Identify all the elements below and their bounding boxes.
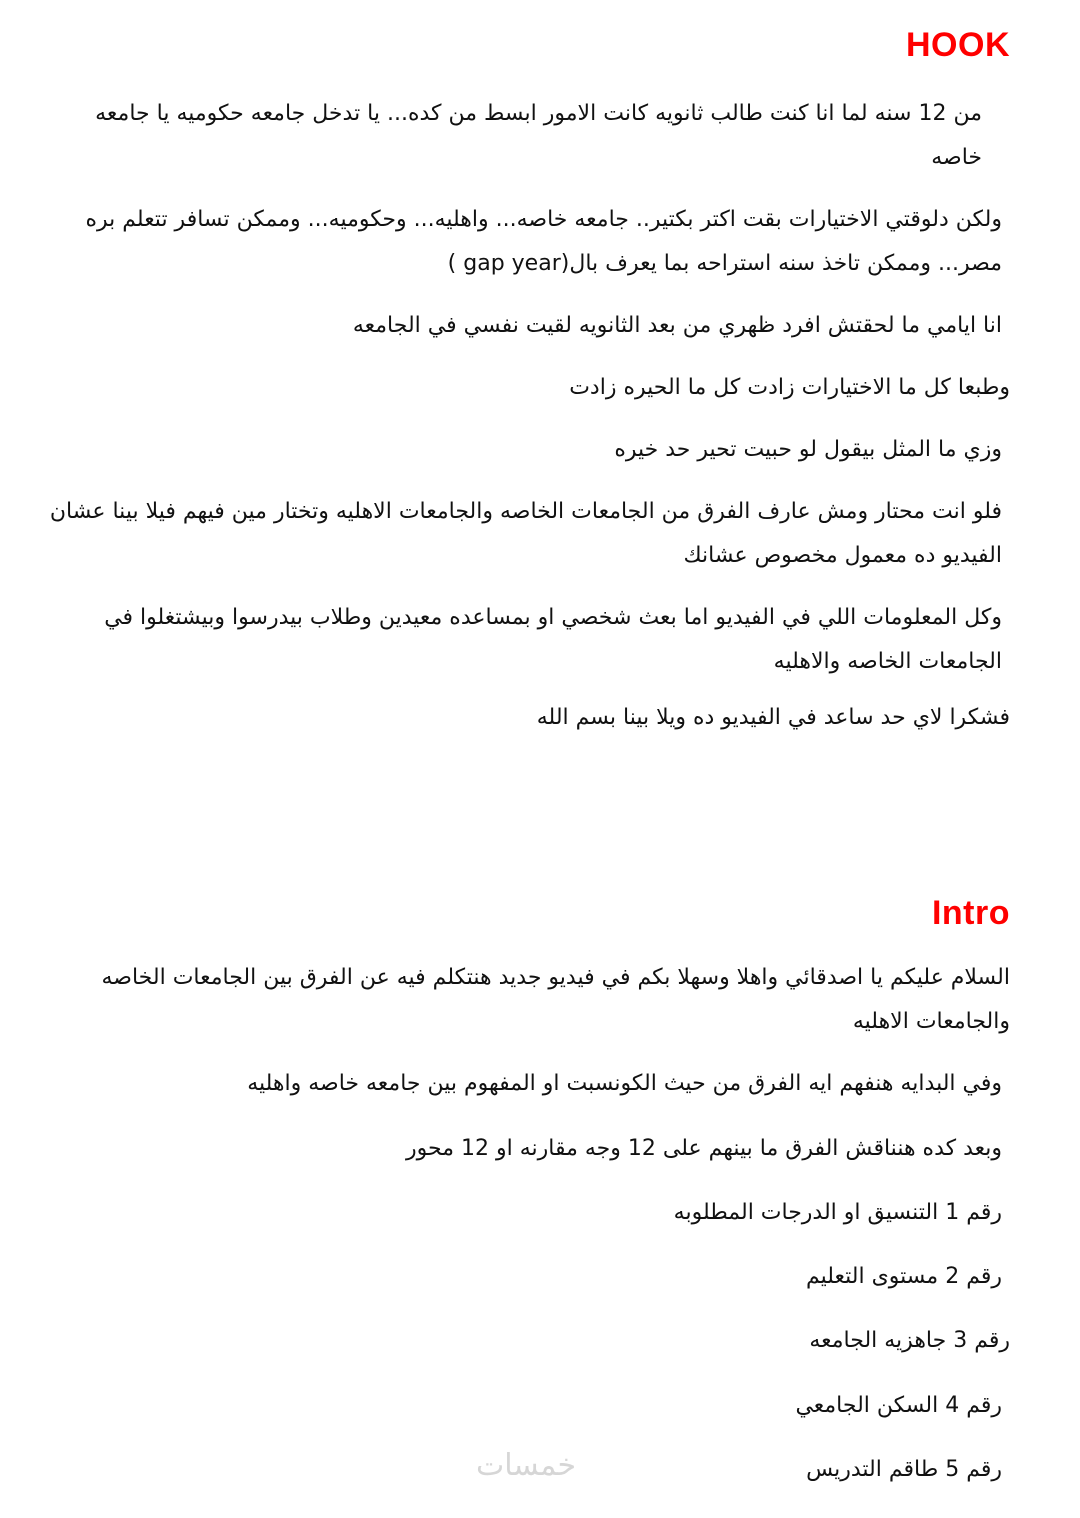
intro-list-item: رقم 2 مستوى التعليم: [805, 1264, 1002, 1289]
hook-paragraph: وزي ما المثل بيقول لو حبيت تحير حد خيره: [614, 437, 1002, 462]
hook-paragraph: ولكن دلوقتي الاختيارات بقت اكتر بكتير.. جامعه خاصه... واهليه... وحكوميه... وممكن تسافر تتعلم بره مصر... وممكن تاخذ سنه استراحه بما يعرف بال(gap year ): [85, 207, 1002, 276]
intro-heading: Intro: [931, 894, 1010, 932]
hook-paragraph: فشكرا لاي حد ساعد في الفيديو ده ويلا بينا بسم الله: [536, 705, 1010, 730]
hook-paragraph: انا ايامي ما لحقتش افرد ظهري من بعد الثانويه لقيت نفسي في الجامعه: [352, 313, 1002, 338]
intro-list-item: رقم 5 طاقم التدريس: [806, 1457, 1002, 1482]
intro-paragraph: وبعد كده هنناقش الفرق ما بينهم على 12 وجه مقارنه او 12 محور: [406, 1136, 1002, 1161]
watermark-logo: خمسات: [476, 1448, 577, 1483]
intro-list-item: رقم 3 جاهزيه الجامعه: [809, 1328, 1010, 1353]
hook-paragraph: من 12 سنه لما انا كنت طالب ثانويه كانت الامور ابسط من كده... يا تدخل جامعه حكوميه يا جامعه خاصه: [95, 101, 982, 170]
hook-heading: HOOK: [906, 26, 1010, 64]
intro-paragraph: السلام عليكم يا اصدقائي واهلا وسهلا بكم في فيديو جديد هنتكلم فيه عن الفرق بين الجامعات الخاصه والجامعات الاهليه: [101, 965, 1010, 1034]
intro-list-item: رقم 1 التنسيق او الدرجات المطلوبه: [673, 1200, 1002, 1225]
intro-paragraph: وفي البدايه هنفهم ايه الفرق من حيث الكونسبت او المفهوم بين جامعه خاصه واهليه: [247, 1071, 1002, 1096]
hook-paragraph: فلو انت محتار ومش عارف الفرق من الجامعات الخاصه والجامعات الاهليه وتختار مين فيهم فيلا بينا عشان الفيديو ده معمول مخصوص عشانك: [49, 499, 1002, 568]
hook-paragraph: وكل المعلومات اللي في الفيديو اما بعث شخصي او بمساعده معيدين وطلاب بيدرسوا وبيشتغلوا في الجامعات الخاصه والاهليه: [104, 605, 1002, 674]
intro-list-item: رقم 4 السكن الجامعي: [795, 1393, 1002, 1418]
hook-paragraph: وطبعا كل ما الاختيارات زادت كل ما الحيره زادت: [569, 375, 1010, 400]
